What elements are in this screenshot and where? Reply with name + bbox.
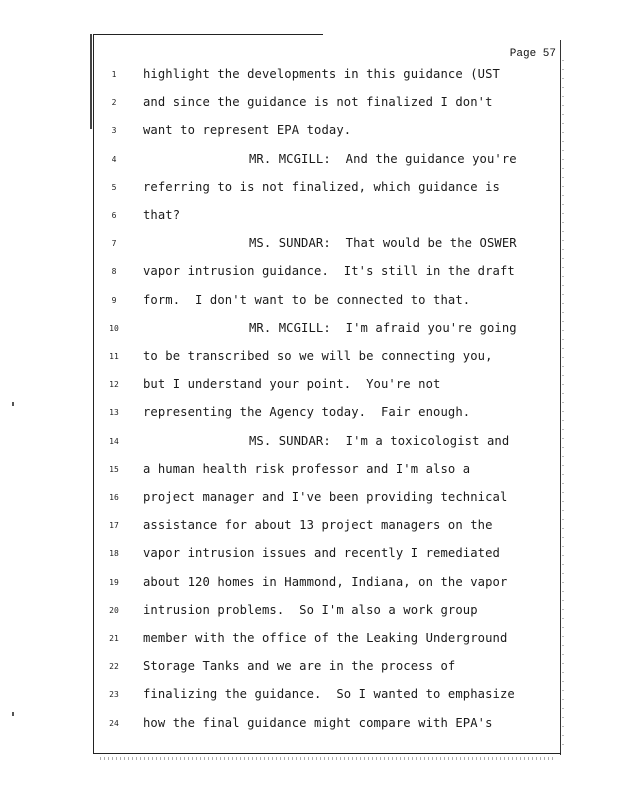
transcript-line	[0, 489, 618, 509]
transcript-line	[0, 630, 618, 650]
line-number: 11	[109, 352, 119, 361]
line-number: 18	[109, 549, 119, 559]
line-text: to be transcribed so we will be connecting you,	[143, 349, 493, 363]
transcript-line	[0, 404, 618, 424]
line-number: 8	[111, 267, 117, 277]
line-text: member with the office of the Leaking Underground	[143, 631, 508, 645]
line-text: Storage Tanks and we are in the process of	[143, 659, 456, 674]
transcript-line	[0, 263, 618, 283]
line-text: that?	[143, 208, 181, 222]
page-border-bottom	[93, 753, 561, 754]
transcript-line	[0, 122, 618, 142]
line-text: intrusion problems. So I'm also a work group	[143, 602, 478, 617]
transcript-line	[0, 66, 618, 86]
transcript-line	[0, 179, 618, 199]
line-text: referring to is not finalized, which guidance is	[143, 179, 500, 194]
line-number: 3	[111, 126, 117, 136]
line-number: 16	[109, 493, 119, 502]
transcript-line	[0, 658, 618, 678]
line-text: how the final guidance might compare with EPA's	[143, 715, 493, 730]
line-text: form. I don't want to be connected to that.	[143, 292, 471, 307]
line-number: 1	[111, 70, 117, 79]
line-text: vapor intrusion issues and recently I remediated	[143, 546, 500, 561]
scan-artifact-bottom	[100, 757, 555, 760]
line-number: 15	[109, 464, 119, 474]
line-number: 5	[111, 182, 117, 192]
line-number: 12	[109, 380, 119, 390]
line-number: 21	[109, 634, 119, 643]
line-number: 23	[109, 690, 119, 700]
page-border-top	[93, 34, 323, 35]
line-text: vapor intrusion guidance. It's still in the draft	[143, 264, 515, 279]
line-number: 4	[111, 154, 117, 164]
line-number: 19	[109, 577, 119, 587]
transcript-line	[0, 320, 618, 340]
transcript-line	[0, 433, 618, 453]
line-text: about 120 homes in Hammond, Indiana, on the vapor	[143, 574, 508, 589]
line-text: representing the Agency today. Fair enough.	[143, 405, 471, 420]
line-number: 6	[111, 211, 117, 220]
line-number: 24	[109, 718, 119, 728]
line-number: 13	[109, 408, 119, 418]
transcript-line	[0, 715, 618, 735]
line-text: MS. SUNDAR: I'm a toxicologist and	[249, 433, 510, 448]
line-number: 7	[111, 239, 117, 249]
transcript-line	[0, 602, 618, 622]
line-text: finalizing the guidance. So I wanted to emphasize	[143, 687, 515, 702]
line-text: project manager and I've been providing technical	[143, 490, 508, 504]
transcript-line	[0, 94, 618, 114]
line-text: MR. MCGILL: I'm afraid you're going	[249, 320, 517, 335]
line-text: MR. MCGILL: And the guidance you're	[249, 151, 517, 166]
line-number: 22	[109, 662, 119, 672]
line-number: 2	[111, 98, 117, 108]
transcript-line	[0, 517, 618, 537]
transcript-line	[0, 376, 618, 396]
line-text: highlight the developments in this guidance (UST	[143, 67, 500, 81]
line-text: want to represent EPA today.	[143, 123, 352, 138]
transcript-line	[0, 574, 618, 594]
line-number: 20	[109, 605, 119, 615]
transcript-line	[0, 461, 618, 481]
transcript-line	[0, 235, 618, 255]
line-number: 9	[111, 295, 117, 305]
line-number: 10	[109, 323, 119, 333]
line-text: MS. SUNDAR: That would be the OSWER	[249, 236, 517, 251]
transcript-line	[0, 348, 618, 368]
line-text: assistance for about 13 project managers on the	[143, 518, 493, 533]
page-number: Page 57	[509, 48, 556, 60]
transcript-line	[0, 686, 618, 706]
line-text: and since the guidance is not finalized I don't	[143, 95, 493, 110]
line-text: a human health risk professor and I'm also a	[143, 461, 471, 476]
line-number: 17	[109, 521, 119, 531]
line-text: but I understand your point. You're not	[143, 377, 441, 392]
line-number: 14	[109, 436, 119, 446]
transcript-line	[0, 151, 618, 171]
transcript-line	[0, 207, 618, 227]
transcript-line	[0, 292, 618, 312]
transcript-line	[0, 545, 618, 565]
